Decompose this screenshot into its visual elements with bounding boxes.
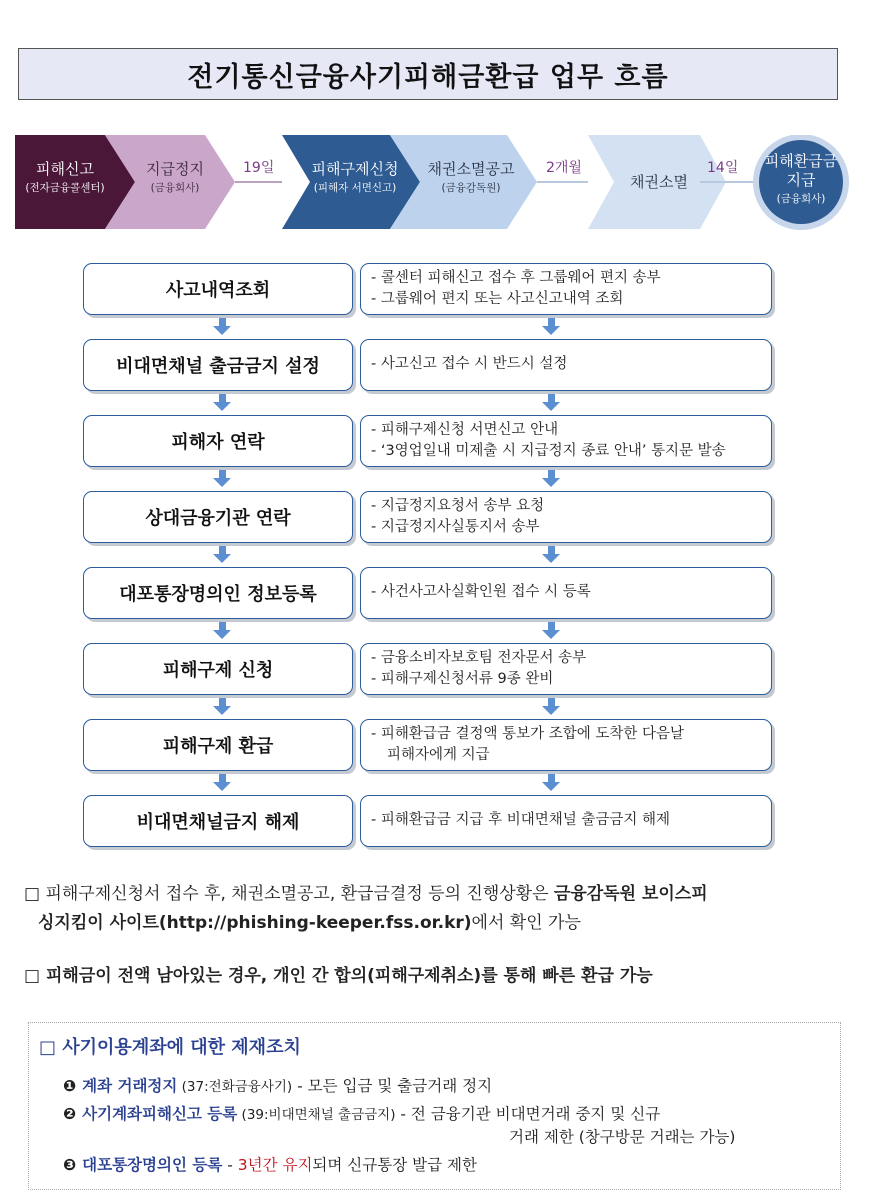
down-arrow-icon (213, 326, 231, 335)
item-text-continued: 거래 제한 (창구방문 거래는 가능) (509, 1127, 736, 1146)
detail-line: - 지급정지사실통지서 송부 (371, 519, 540, 535)
process-step: 비대면채널 출금금지 설정 (83, 339, 353, 391)
process-details (360, 795, 772, 847)
note-quick-refund: □ 피해금이 전액 남아있는 경우, 개인 간 합의(피해구제취소)를 통해 빠른 환급 가능 (24, 966, 653, 986)
down-arrow-icon (542, 630, 560, 639)
note-progress-check (24, 880, 708, 938)
sanction-item-3 (63, 1154, 477, 1176)
item-code: (37:전화금융사기) (177, 1079, 293, 1095)
process-step: 사고내역조회 (83, 263, 353, 315)
sanction-item-1 (63, 1075, 492, 1098)
down-arrow-icon (542, 402, 560, 411)
flow-gap-2months: 2개월 (546, 160, 582, 176)
page-title: 전기통신금융사기피해금환급 업무 흐름 (18, 48, 838, 100)
process-step: 상대금융기관 연락 (83, 491, 353, 543)
flow-step-claim-notice (412, 160, 530, 195)
flow-step-sub: (전자금융콜센터) (25, 181, 105, 194)
sanction-box (28, 1022, 841, 1190)
detail-line: - 사고신고 접수 시 반드시 설정 (371, 356, 568, 373)
detail-line: - ‘3영업일내 미제출 시 지급정지 종료 안내’ 통지문 발송 (371, 443, 726, 459)
flow-step-main: 피해환급금 (764, 152, 838, 170)
down-arrow-icon (542, 326, 560, 335)
process-flow-banner (0, 135, 870, 235)
note-emphasis: 금융감독원 보이스피 (553, 884, 708, 904)
item-number: ❶ (63, 1077, 77, 1095)
flow-step-suspend (125, 160, 225, 195)
down-arrow-icon (542, 478, 560, 487)
process-details (360, 263, 772, 315)
flow-gap-14days: 14일 (707, 160, 739, 176)
flow-step-main-2: 지급 (786, 170, 816, 189)
detail-line: - 지급정지요청서 송부 요청 (371, 497, 545, 514)
flow-step-relief-apply (300, 160, 410, 195)
down-arrow-icon (213, 478, 231, 487)
process-details (360, 491, 772, 543)
process-step: 피해자 연락 (83, 415, 353, 467)
down-arrow-icon (213, 554, 231, 563)
down-arrow-icon (213, 782, 231, 791)
item-keyword: 계좌 거래정지 (82, 1077, 178, 1095)
process-step: 비대면채널금지 해제 (83, 795, 353, 847)
flow-step-report (15, 160, 115, 195)
flow-gap-19days: 19일 (243, 160, 275, 176)
flow-step-main: 채권소멸 (630, 173, 688, 191)
item-text: - 모든 입금 및 출금거래 정지 (292, 1077, 493, 1095)
flow-step-sub: (금융회사) (150, 181, 200, 194)
flow-step-sub: (금융회사) (776, 192, 826, 205)
detail-line: - 피해환급금 결정액 통보가 조합에 도착한 다음날 (371, 725, 685, 742)
detail-line: 피해자에게 지급 (387, 747, 490, 763)
flow-step-main: 지급정지 (146, 160, 204, 178)
note-site-link: 싱지킴이 사이트(http://phishing-keeper.fss.or.kr) (38, 912, 472, 933)
process-step: 피해구제 신청 (83, 643, 353, 695)
flow-step-claim-expire (606, 173, 712, 192)
flow-step-main: 피해구제신청 (311, 160, 399, 178)
item-number: ❷ (63, 1105, 77, 1123)
process-details (360, 415, 772, 467)
flow-step-sub: (피해자 서면신고) (313, 181, 397, 194)
detail-line: - 그룹웨어 편지 또는 사고신고내역 조회 (371, 291, 624, 307)
process-details (360, 719, 772, 771)
item-keyword: 대포통장명의인 등록 (82, 1156, 223, 1174)
item-text: - 전 금융기관 비대면거래 중지 및 신규 (395, 1105, 661, 1123)
flow-step-refund (755, 152, 847, 206)
detail-line: - 피해구제신청서류 9종 완비 (371, 671, 554, 687)
process-step: 대포통장명의인 정보등록 (83, 567, 353, 619)
item-number: ❸ (63, 1156, 77, 1174)
detail-line: - 피해환급금 지급 후 비대면채널 출금금지 해제 (371, 812, 671, 829)
process-details (360, 643, 772, 695)
item-dash: - (222, 1156, 238, 1174)
flow-step-sub: (금융감독원) (441, 181, 501, 194)
note-text: 에서 확인 가능 (471, 912, 581, 933)
down-arrow-icon (542, 782, 560, 791)
flow-step-main: 피해신고 (36, 160, 94, 178)
process-step: 피해구제 환급 (83, 719, 353, 771)
sanction-item-2 (63, 1103, 735, 1148)
flow-step-main: 채권소멸공고 (427, 160, 515, 178)
detail-line: - 금융소비자보호팀 전자문서 송부 (371, 649, 587, 666)
down-arrow-icon (542, 554, 560, 563)
down-arrow-icon (213, 706, 231, 715)
down-arrow-icon (542, 706, 560, 715)
item-keyword: 사기계좌피해신고 등록 (82, 1105, 238, 1123)
process-details (360, 567, 772, 619)
item-highlight: 3년간 유지 (237, 1156, 313, 1174)
sanction-heading: □ 사기이용계좌에 대한 제재조치 (39, 1037, 301, 1058)
detail-line: - 피해구제신청 서면신고 안내 (371, 421, 559, 438)
item-text: 되며 신규통장 발급 제한 (312, 1156, 477, 1174)
detail-line: - 사건사고사실확인원 접수 시 등록 (371, 584, 591, 601)
note-text: □ 피해구제신청서 접수 후, 채권소멸공고, 환급금결정 등의 진행상황은 (24, 884, 554, 904)
item-code: (39:비대면채널 출금금지) (237, 1107, 396, 1123)
detail-line: - 콜센터 피해신고 접수 후 그룹웨어 편지 송부 (371, 269, 661, 286)
down-arrow-icon (213, 402, 231, 411)
process-details (360, 339, 772, 391)
down-arrow-icon (213, 630, 231, 639)
